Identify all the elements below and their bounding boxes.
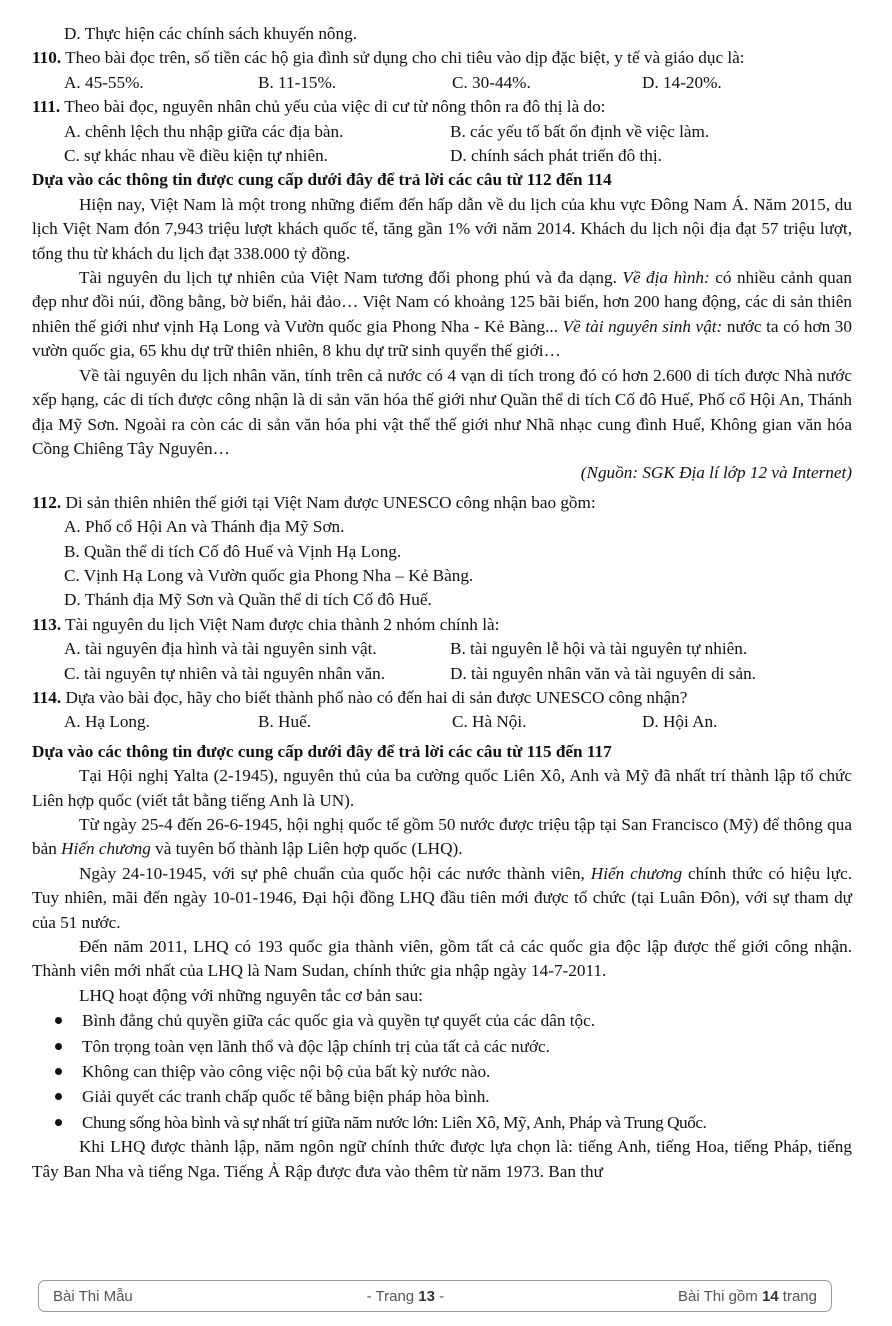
footer-total-prefix: Bài Thi gồm xyxy=(678,1287,762,1305)
q111-options-row2 xyxy=(32,144,852,168)
section1-p2-italic-terrain: Về địa hình: xyxy=(622,268,710,288)
section2-paragraph-5: LHQ hoạt động với những nguyên tắc cơ bản sau: xyxy=(79,985,423,1005)
q113-option-b: B. tài nguyên lễ hội và tài nguyên tự nhiên. xyxy=(450,639,748,659)
section1-p2-part-c: có nhiều cảnh quan đẹp như đồi núi, đồng bằng, bờ biển, hải đảo… Việt Nam có khoảng 125 bãi biển, hơn 200 hang động, các di sản thiên nhiên thế giới như vịnh Hạ Long và Vườn quốc gia Phong Nha - Kẻ Bàng... xyxy=(32,268,852,336)
q113-option-c: C. tài nguyên tự nhiên và tài nguyên nhân văn. xyxy=(64,663,386,683)
q113-option-d: D. tài nguyên nhân văn và tài nguyên di sản. xyxy=(450,663,756,683)
q112-stem xyxy=(32,491,852,515)
page-footer xyxy=(38,1280,832,1312)
q111-text: Theo bài đọc, nguyên nhân chủ yếu của việc di cư từ nông thôn ra đô thị là do: xyxy=(64,97,606,117)
q110-options xyxy=(32,71,852,95)
section1-paragraph-1: Hiện nay, Việt Nam là một trong những điểm đến hấp dẫn về du lịch của khu vực Đông Nam Á. Năm 2015, du lịch Việt Nam đón 7,943 triệu lượt khách quốc tế, tăng gần 1% với năm 2014. Khách du lịch nội địa đạt 57 triệu lượt, tổng thu từ khách du lịch đạt 338.000 tỷ đồng. xyxy=(32,194,852,263)
footer-page-indicator xyxy=(367,1288,445,1305)
q112-option-c: C. Vịnh Hạ Long và Vườn quốc gia Phong Nha – Kẻ Bàng. xyxy=(64,565,474,585)
principle-item: Tôn trọng toàn vẹn lãnh thổ và độc lập chính trị của tất cả các nước. xyxy=(32,1034,852,1059)
q114-stem xyxy=(32,686,852,710)
section1-paragraph-2 xyxy=(32,266,852,364)
footer-page-number: 13 xyxy=(418,1287,435,1305)
q110-option-d: D. 14-20%. xyxy=(642,72,722,92)
section2-p2-part-c: và tuyên bố thành lập Liên hợp quốc (LHQ). xyxy=(150,839,463,859)
q113-number: 113. xyxy=(32,614,62,634)
q111-option-d: D. chính sách phát triển đô thị. xyxy=(450,146,662,166)
q109-option-d: D. Thực hiện các chính sách khuyến nông. xyxy=(64,24,357,43)
section2-paragraph-2 xyxy=(32,813,852,862)
q112-option-b: B. Quần thể di tích Cố đô Huế và Vịnh Hạ Long. xyxy=(64,541,402,561)
section1-heading: Dựa vào các thông tin được cung cấp dưới đây để trả lời các câu từ 112 đến 114 xyxy=(32,170,612,190)
q111-number: 111. xyxy=(32,97,61,117)
section2-paragraph-1: Tại Hội nghị Yalta (2-1945), nguyên thủ của ba cường quốc Liên Xô, Anh và Mỹ đã nhất trí thành lập tổ chức Liên hợp quốc (viết tắt bằng tiếng Anh là UN). xyxy=(32,766,852,810)
section1-source: (Nguồn: SGK Địa lí lớp 12 và Internet) xyxy=(580,463,852,483)
section2-p3-italic-charter: Hiến chương xyxy=(590,863,683,883)
principle-item: Chung sống hòa bình và sự nhất trí giữa năm nước lớn: Liên Xô, Mỹ, Anh, Pháp và Trung Quốc. xyxy=(32,1110,852,1135)
q110-option-b: B. 11-15%. xyxy=(258,72,337,92)
section2-heading: Dựa vào các thông tin được cung cấp dưới đây để trả lời các câu từ 115 đến 117 xyxy=(32,741,612,761)
q113-text: Tài nguyên du lịch Việt Nam được chia thành 2 nhóm chính là: xyxy=(65,614,500,634)
q113-options-row1 xyxy=(32,637,852,661)
q111-option-c: C. sự khác nhau về điều kiện tự nhiên. xyxy=(64,146,328,166)
section2-p3-part-c: chính thức có hiệu lực. Tuy nhiên, mãi đến ngày 10-01-1946, Đại hội đồng LHQ đầu tiên mới được tổ chức (tại Luân Đôn), với sự tham dự của 51 nước. xyxy=(32,863,852,932)
footer-exam-label: Bài Thi Mẫu xyxy=(53,1287,133,1305)
q111-stem xyxy=(32,95,852,119)
q110-number: 110. xyxy=(32,48,62,68)
q110-stem xyxy=(32,46,852,70)
section2-paragraph-6: Khi LHQ được thành lập, năm ngôn ngữ chính thức được lựa chọn là: tiếng Anh, tiếng Hoa, tiếng Pháp, tiếng Tây Ban Nha và tiếng Nga. Tiếng Ả Rập được đưa vào thêm từ năm 1973. Ban thư xyxy=(32,1137,852,1181)
q113-stem xyxy=(32,613,852,637)
section1-p2-italic-bio: Về tài nguyên sinh vật: xyxy=(562,316,723,336)
q111-option-b: B. các yếu tố bất ổn định về việc làm. xyxy=(450,121,710,141)
footer-total-suffix: trang xyxy=(778,1287,817,1305)
principle-item: Bình đẳng chủ quyền giữa các quốc gia và quyền tự quyết của các dân tộc. xyxy=(32,1008,852,1033)
q114-option-b: B. Huế. xyxy=(258,712,311,732)
q114-options xyxy=(32,710,852,734)
q112-option-d: D. Thánh địa Mỹ Sơn và Quần thể di tích Cố đô Huế. xyxy=(64,590,432,610)
q113-option-a: A. tài nguyên địa hình và tài nguyên sinh vật. xyxy=(64,639,377,659)
principle-item: Giải quyết các tranh chấp quốc tế bằng biện pháp hòa bình. xyxy=(32,1084,852,1109)
q110-option-a: A. 45-55%. xyxy=(64,72,144,92)
q110-option-c: C. 30-44%. xyxy=(452,72,531,92)
section2-p2-part-a: Từ ngày 25-4 đến 26-6-1945, hội nghị quốc tế gồm 50 nước được triệu tập tại San Francisco (Mỹ) để thông qua bản xyxy=(32,815,852,859)
section1-paragraph-3: Về tài nguyên du lịch nhân văn, tính trên cả nước có 4 vạn di tích trong đó có hơn 2.600 di tích được Nhà nước xếp hạng, các di tích được công nhận là di sản văn hóa thế giới như Quần thể di tích Cố đô Huế, Phố cổ Hội An, Thánh địa Mỹ Sơn. Ngoài ra còn các di sản văn hóa phi vật thể thế giới như Nhã nhạc cung đình Huế, Không gian văn hóa Cồng Chiêng Tây Nguyên… xyxy=(32,365,852,458)
footer-page-suffix: - xyxy=(434,1287,445,1305)
footer-page-prefix: - Trang xyxy=(366,1287,419,1305)
principles-list xyxy=(32,1008,852,1135)
q114-option-d: D. Hội An. xyxy=(642,712,718,732)
q113-options-row2 xyxy=(32,662,852,686)
footer-total-pages xyxy=(678,1288,817,1305)
q112-option-a: A. Phố cổ Hội An và Thánh địa Mỹ Sơn. xyxy=(64,517,345,537)
section2-p2-italic-charter: Hiến chương xyxy=(61,839,151,859)
section1-p2-part-e: nước ta có hơn 30 vườn quốc gia, 65 khu dự trữ thiên nhiên, 8 khu dự trữ sinh quyển thế giới… xyxy=(32,316,852,361)
q114-option-a: A. Hạ Long. xyxy=(64,712,150,732)
q110-text: Theo bài đọc trên, số tiền các hộ gia đình sử dụng cho chi tiêu vào dịp đặc biệt, y tế và giáo dục là: xyxy=(65,48,745,68)
section2-p3-part-a: Ngày 24-10-1945, với sự phê chuẩn của quốc hội các nước thành viên, xyxy=(79,863,591,883)
q114-number: 114. xyxy=(32,687,62,707)
q111-option-a: A. chênh lệch thu nhập giữa các địa bàn. xyxy=(64,121,344,141)
section2-paragraph-3 xyxy=(32,862,852,935)
footer-total-number: 14 xyxy=(761,1287,779,1305)
principle-item: Không can thiệp vào công việc nội bộ của bất kỳ nước nào. xyxy=(32,1059,852,1084)
q114-text: Dựa vào bài đọc, hãy cho biết thành phố nào có đến hai di sản được UNESCO công nhận? xyxy=(65,687,688,707)
exam-page xyxy=(32,22,852,1184)
q112-number: 112. xyxy=(32,492,62,512)
section2-paragraph-4: Đến năm 2011, LHQ có 193 quốc gia thành viên, gồm tất cả các quốc gia độc lập được thế giới công nhận. Thành viên mới nhất của LHQ là Nam Sudan, chính thức gia nhập ngày 14-7-2011. xyxy=(32,937,852,981)
q111-options-row1 xyxy=(32,120,852,144)
q112-text: Di sản thiên nhiên thế giới tại Việt Nam được UNESCO công nhận bao gồm: xyxy=(65,492,596,512)
section1-p2-part-a: Tài nguyên du lịch tự nhiên của Việt Nam tương đối phong phú và đa dạng. xyxy=(79,268,623,288)
q114-option-c: C. Hà Nội. xyxy=(452,712,527,732)
